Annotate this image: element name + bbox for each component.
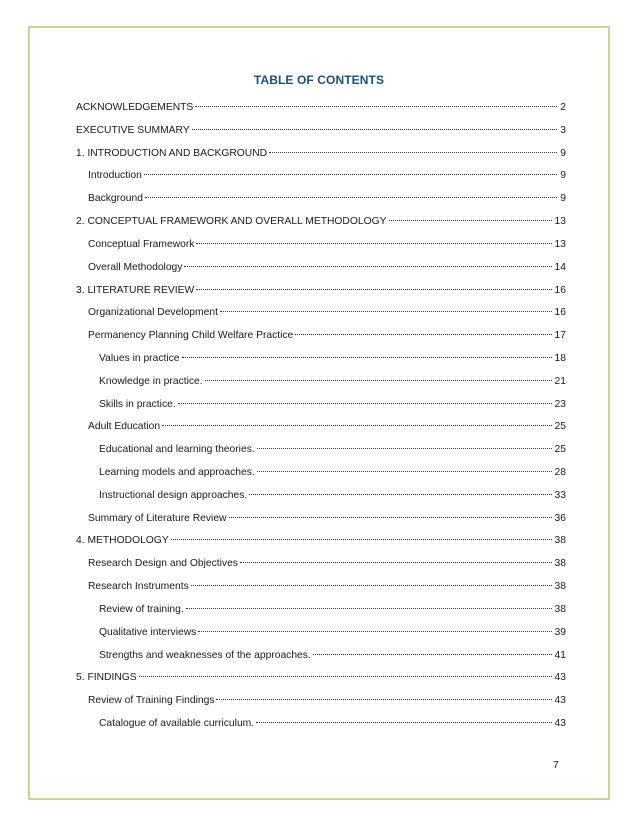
toc-entry-page: 23 — [554, 398, 566, 410]
dot-leader — [191, 585, 552, 586]
toc-entry-title: Catalogue of available curriculum. — [99, 717, 255, 729]
toc-entry-title: Instructional design approaches. — [99, 489, 248, 501]
toc-entry-page: 16 — [554, 284, 566, 296]
toc-entry[interactable] — [76, 645, 566, 668]
dot-leader — [256, 722, 551, 723]
toc-entry-title: Review of training. — [99, 603, 184, 615]
toc-entry-page: 38 — [554, 603, 566, 615]
toc-entry-title: Background — [88, 193, 143, 205]
toc-entry[interactable] — [76, 690, 566, 713]
dot-leader — [144, 174, 557, 175]
toc-entry-page: 9 — [560, 170, 566, 182]
toc-entry-page: 43 — [554, 672, 566, 684]
dot-leader — [192, 129, 558, 130]
toc-entry-title: Learning models and approaches. — [99, 467, 255, 478]
toc-entry[interactable] — [76, 234, 566, 257]
toc-entry-title: Summary of Literature Review — [88, 512, 227, 524]
page-number: 7 — [553, 759, 559, 771]
toc-entry-page: 38 — [554, 581, 566, 593]
toc-entry[interactable] — [76, 553, 566, 576]
toc-entry-page: 3 — [560, 124, 566, 136]
toc-entry-title: Knowledge in practice. — [99, 375, 203, 387]
dot-leader — [240, 562, 552, 563]
dot-leader — [184, 266, 551, 267]
toc-entry-page: 14 — [554, 261, 566, 273]
toc-entry-title: Qualitative interviews — [99, 626, 197, 638]
toc-entry[interactable] — [76, 667, 566, 690]
dot-leader — [257, 448, 552, 449]
toc-entry[interactable] — [76, 439, 566, 462]
toc-entry[interactable] — [76, 143, 566, 166]
dot-leader — [178, 403, 552, 404]
toc-entry-page: 17 — [554, 330, 566, 342]
toc-entry[interactable] — [76, 530, 566, 553]
toc-entry[interactable] — [76, 257, 566, 280]
toc-entry-page: 43 — [554, 717, 566, 729]
toc-entry-title: Adult Education — [88, 421, 161, 433]
toc-entry[interactable] — [76, 120, 566, 143]
dot-leader — [216, 699, 551, 700]
toc-entry-title: 2. CONCEPTUAL FRAMEWORK AND OVERALL METHODOLOGY — [76, 216, 387, 228]
toc-entry-page: 43 — [554, 695, 566, 707]
dot-leader — [389, 220, 552, 221]
toc-entry[interactable] — [76, 462, 566, 485]
toc-entry-title: Review of Training Findings — [88, 695, 215, 707]
dot-leader — [269, 152, 557, 153]
toc-entry-title: Conceptual Framework — [88, 238, 195, 250]
toc-entry-page: 38 — [554, 558, 566, 570]
toc-entry[interactable] — [76, 302, 566, 325]
toc-entry[interactable] — [76, 485, 566, 508]
dot-leader — [257, 471, 552, 472]
toc-entry-page: 38 — [554, 535, 566, 547]
toc-entry-title: Skills in practice. — [99, 398, 176, 410]
toc-entry[interactable] — [76, 348, 566, 371]
toc-entry-title: 1. INTRODUCTION AND BACKGROUND — [76, 147, 268, 159]
toc-entry[interactable] — [76, 508, 566, 531]
toc-entry[interactable] — [76, 371, 566, 394]
toc-entry-page: 39 — [554, 626, 566, 638]
toc-entry[interactable] — [76, 713, 566, 736]
toc-entry-title: EXECUTIVE SUMMARY — [76, 124, 190, 136]
toc-entry-title: 4. METHODOLOGY — [76, 535, 169, 547]
toc-entry[interactable] — [76, 394, 566, 417]
toc-entry-title: Introduction — [88, 170, 142, 182]
dot-leader — [145, 197, 557, 198]
toc-entry-page: 2 — [560, 102, 566, 113]
dot-leader — [139, 676, 552, 677]
toc-entry-page: 9 — [560, 147, 566, 159]
dot-leader — [162, 425, 551, 426]
toc-entry[interactable] — [76, 165, 566, 188]
toc-entry-page: 13 — [554, 216, 566, 228]
dot-leader — [182, 357, 552, 358]
toc-entry-page: 13 — [554, 238, 566, 250]
toc-entry-title: Research Design and Objectives — [88, 558, 238, 570]
toc-entry-page: 33 — [554, 489, 566, 501]
toc-entry[interactable] — [76, 599, 566, 622]
toc-entry-title: Values in practice — [99, 352, 180, 364]
toc-entry[interactable] — [76, 280, 566, 303]
dot-leader — [249, 494, 551, 495]
dot-leader — [313, 654, 552, 655]
toc-entry[interactable] — [76, 576, 566, 599]
dot-leader — [220, 311, 552, 312]
toc-entry[interactable] — [76, 416, 566, 439]
toc-entry-page: 25 — [554, 444, 566, 456]
dot-leader — [198, 631, 551, 632]
dot-leader — [195, 106, 557, 107]
toc-entry-title: Permanency Planning Child Welfare Practice — [88, 330, 294, 342]
toc-entry-title: Strengths and weaknesses of the approaches. — [99, 649, 311, 661]
toc-entry[interactable] — [76, 97, 566, 120]
dot-leader — [171, 539, 552, 540]
page-title: TABLE OF CONTENTS — [253, 73, 385, 87]
toc-entry-page: 16 — [554, 307, 566, 319]
toc-entry[interactable] — [76, 211, 566, 234]
dot-leader — [196, 289, 551, 290]
toc-entry[interactable] — [76, 325, 566, 348]
toc-entry[interactable] — [76, 188, 566, 211]
dot-leader — [295, 334, 551, 335]
toc-entry-page: 21 — [554, 375, 566, 387]
toc-entry-page: 36 — [554, 512, 566, 524]
toc-entry-page: 28 — [554, 467, 566, 478]
toc-entry-title: Educational and learning theories. — [99, 444, 255, 456]
toc-entry-page: 41 — [554, 649, 566, 661]
dot-leader — [229, 517, 552, 518]
toc-entry-title: Overall Methodology — [88, 261, 183, 273]
dot-leader — [186, 608, 552, 609]
toc-entry-page: 9 — [560, 193, 566, 205]
toc-entry-page: 25 — [554, 421, 566, 433]
toc-entry-title: ACKNOWLEDGEMENTS — [76, 102, 194, 113]
dot-leader — [205, 380, 552, 381]
toc-entry-title: Research Instruments — [88, 581, 189, 593]
toc-entry[interactable] — [76, 622, 566, 645]
toc-entry-title: 5. FINDINGS — [76, 672, 137, 684]
toc-entry-title: Organizational Development — [88, 307, 218, 319]
toc-entry-title: 3. LITERATURE REVIEW — [76, 284, 195, 296]
dot-leader — [196, 243, 551, 244]
toc-entry-page: 18 — [554, 352, 566, 364]
toc-list — [76, 97, 566, 736]
